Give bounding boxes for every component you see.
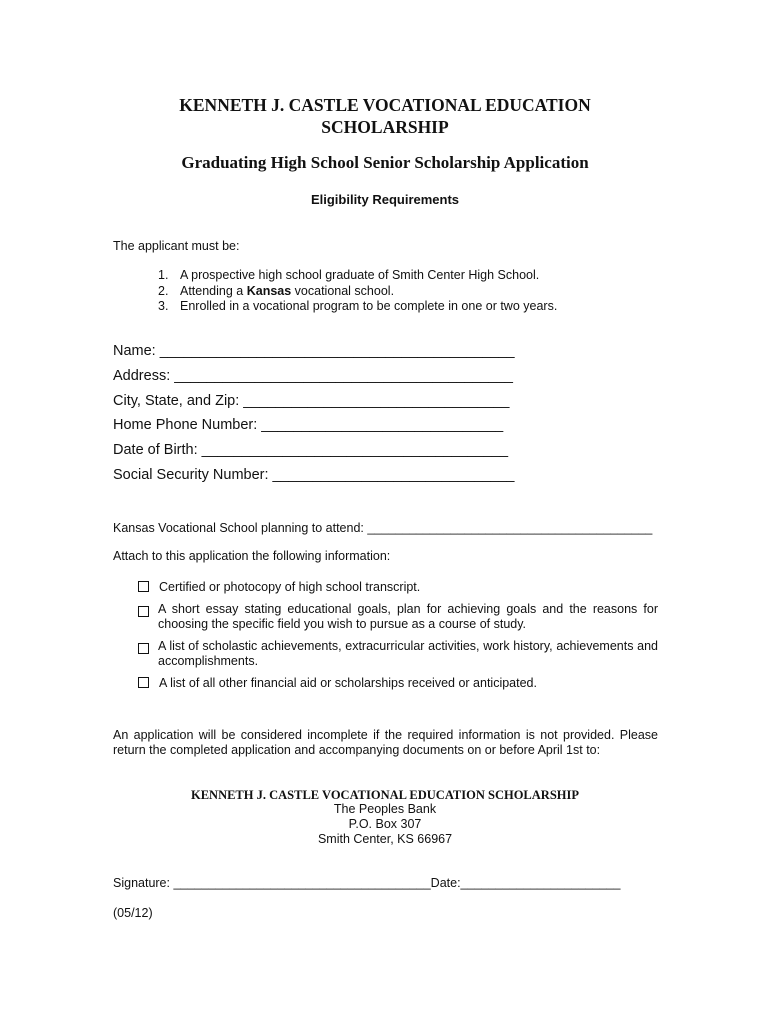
checklist-item-text: A short essay stating educational goals, plan for achieving goals and the reasons for choosing the specific field you wish to pursue as a course of study. <box>158 602 658 631</box>
eligibility-item-text: Enrolled in a vocational program to be complete in one or two years. <box>180 299 558 313</box>
eligibility-item-number: 1. <box>158 268 169 282</box>
checklist-item-text: A list of scholastic achievements, extracurricular activities, work history, achievements and accomplishments. <box>158 639 658 668</box>
document-title-line1: KENNETH J. CASTLE VOCATIONAL EDUCATION <box>179 95 591 115</box>
eligibility-item-1 <box>158 268 539 282</box>
address-field[interactable]: Address: __________________________________________ <box>113 368 513 384</box>
checklist-item-text: A list of all other financial aid or scholarships received or anticipated. <box>159 676 537 690</box>
mailing-address-line3: Smith Center, KS 66967 <box>317 832 453 846</box>
eligibility-item-3 <box>158 299 557 313</box>
checklist-item-achievements <box>138 639 658 669</box>
document-subtitle: Graduating High School Senior Scholarship Application <box>181 153 589 172</box>
home-phone-field[interactable]: Home Phone Number: ______________________________ <box>113 417 504 433</box>
vocational-school-field[interactable]: Kansas Vocational School planning to attend: _________________________________________ <box>113 521 653 535</box>
date-of-birth-field[interactable]: Date of Birth: ______________________________________ <box>113 442 509 458</box>
checklist-item-transcript <box>138 580 420 594</box>
ssn-field[interactable]: Social Security Number: ______________________________ <box>113 467 515 483</box>
eligibility-item-text-pre: Attending a <box>180 284 247 298</box>
eligibility-item-text-bold: Kansas <box>246 284 292 298</box>
submission-notice: An application will be considered incomplete if the required information is not provided. Please return the completed application and accompanying documents on or before April 1st to: <box>113 728 658 757</box>
eligibility-item-2 <box>158 284 394 298</box>
eligibility-item-number: 3. <box>158 299 169 313</box>
mailing-address-name: KENNETH J. CASTLE VOCATIONAL EDUCATION SCHOLARSHIP <box>190 788 580 802</box>
eligibility-intro: The applicant must be: <box>113 239 240 253</box>
mailing-address-line1: The Peoples Bank <box>333 802 437 816</box>
checkbox[interactable] <box>138 581 149 592</box>
city-state-zip-field[interactable]: City, State, and Zip: _________________________________ <box>113 393 510 409</box>
eligibility-item-number: 2. <box>158 284 169 298</box>
checklist-item-financial-aid <box>138 676 537 690</box>
name-field[interactable]: Name: ____________________________________________ <box>113 343 515 359</box>
revision-date: (05/12) <box>113 906 153 920</box>
document-title-line2: SCHOLARSHIP <box>321 117 449 137</box>
mailing-address-line2: P.O. Box 307 <box>348 817 422 831</box>
checkbox[interactable] <box>138 643 149 654</box>
checkbox[interactable] <box>138 606 149 617</box>
checklist-item-essay <box>138 602 658 632</box>
checklist-item-text: Certified or photocopy of high school transcript. <box>159 580 421 594</box>
eligibility-item-text: A prospective high school graduate of Smith Center High School. <box>180 268 540 282</box>
attach-intro: Attach to this application the following information: <box>113 549 391 563</box>
checkbox[interactable] <box>138 677 149 688</box>
signature-date-field[interactable]: Signature: _____________________________________Date:_______________________ <box>113 876 621 890</box>
eligibility-item-text-post: vocational school. <box>291 284 395 298</box>
eligibility-heading: Eligibility Requirements <box>310 192 460 207</box>
